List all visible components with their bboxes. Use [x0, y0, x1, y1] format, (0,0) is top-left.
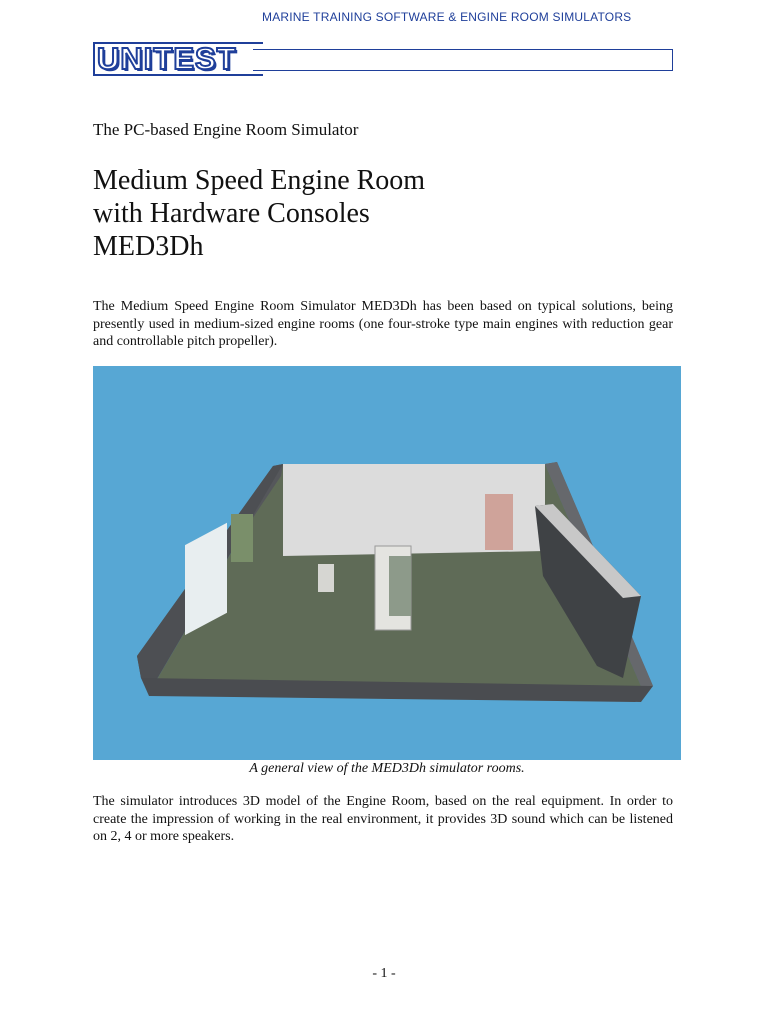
left-screen-2: [231, 514, 253, 562]
body-paragraph: The simulator introduces 3D model of the Engine Room, based on the real equipment. In order to create the impression of working in the real environment, it provides 3D sound which can be listened on 2, 4 or more speakers.: [93, 794, 673, 844]
simulator-room-figure: [93, 366, 681, 760]
figure-caption: A general view of the MED3Dh simulator rooms.: [249, 761, 525, 776]
title-line-3: MED3Dh: [93, 231, 204, 262]
simulator-room-illustration: [93, 366, 681, 760]
rear-door: [485, 494, 513, 550]
header-tagline: MARINE TRAINING SOFTWARE & ENGINE ROOM SIMULATORS: [262, 10, 632, 24]
logo-text: UNITEST: [97, 41, 237, 76]
tagline-frame: [253, 49, 673, 71]
document-subtitle: The PC-based Engine Room Simulator: [93, 120, 359, 139]
title-line-1: Medium Speed Engine Room: [93, 165, 426, 196]
intro-paragraph: The Medium Speed Engine Room Simulator MED3Dh has been based on typical solutions, being presently used in medium-sized engine rooms (one four-stroke type main engines with reduction gear and controllable pitch propeller).: [93, 299, 673, 349]
console-panel: [389, 556, 411, 616]
small-console: [318, 564, 334, 592]
page-number: - 1 -: [372, 966, 396, 981]
unitest-logo: [93, 42, 237, 76]
page-header: [93, 42, 673, 76]
title-line-2: with Hardware Consoles: [93, 198, 370, 229]
document-title: [93, 164, 425, 263]
